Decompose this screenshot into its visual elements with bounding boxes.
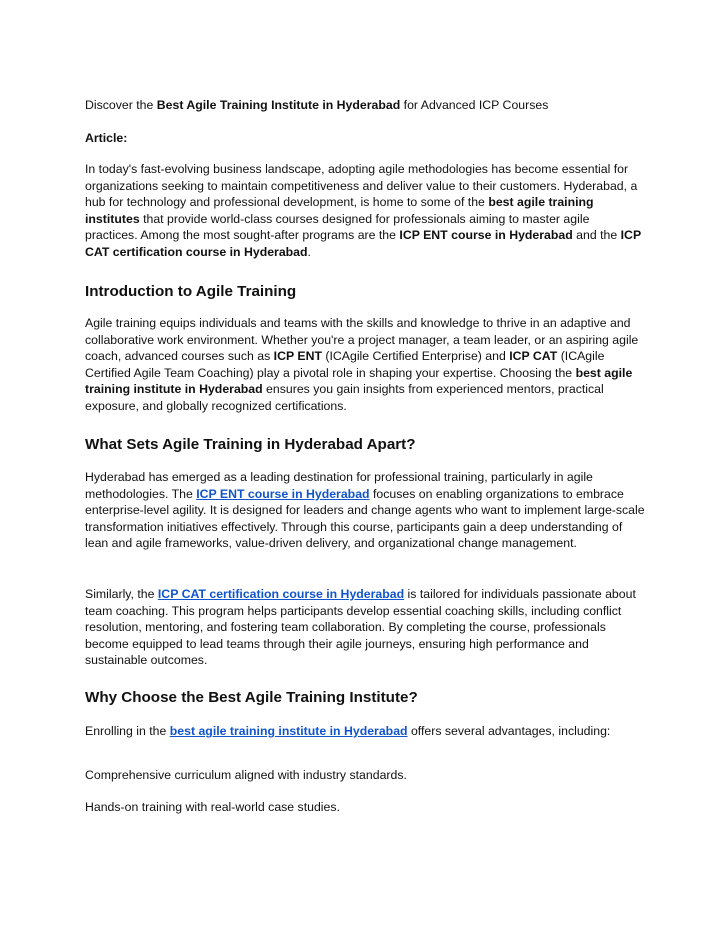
intro-bold: Best Agile Training Institute in Hyderabad [156,98,401,112]
paragraph-icp-cat: Similarly, the ICP CAT certification course in Hyderabad is tailored for individuals passionate about team coaching. This program helps participants develop essential coaching skills, including conflict resolution, mentoring, and fostering team collaboration. By completing the course, professionals become equipped to lead teams through their agile journeys, ensuring high performance and sustainable outcomes. [85,587,636,668]
icp-cat-course-link[interactable]: ICP CAT certification course in Hyderabad [157,587,405,601]
paragraph-hyderabad: Hyderabad has emerged as a leading destination for professional training, particularly in agile methodologies. The ICP ENT course in Hyderabad focuses on enabling organizations to embrace enterprise-level agility. It is designed for leaders and change agents who want to implement large-scale transformation initiatives effectively. Through this course, participants gain a deep understanding of lean and agile frameworks, value-driven delivery, and organizational change management. [85,470,645,551]
heading-what-sets-apart: What Sets Agile Training in Hyderabad Apart? [85,436,416,453]
paragraph-intro: In today's fast-evolving business landscape, adopting agile methodologies has become essential for organizations seeking to maintain competitiveness and deliver value to their customers. Hyderabad, a hub for technology and professional development, is home to some of the best agile training institutes that provide world-class courses designed for professionals aiming to master agile practices. Among the most sought-after programs are the ICP ENT course in Hyderabad and the ICP CAT certification course in Hyderabad. [85,162,641,259]
intro-line: Discover the Best Agile Training Institute in Hyderabad for Advanced ICP Courses [85,98,549,112]
icp-ent-course-link[interactable]: ICP ENT course in Hyderabad [196,486,370,501]
best-agile-institute-link[interactable]: best agile training institute in Hyderabad [169,724,408,738]
paragraph-enrolling: Enrolling in the best agile training institute in Hyderabad offers several advantages, including: [85,724,611,738]
paragraph-agile-training: Agile training equips individuals and teams with the skills and knowledge to thrive in an adaptive and collaborative work environment. Whether you're a project manager, a team leader, or an aspiring agile coach, advanced courses such as ICP ENT (ICAgile Certified Enterprise) and ICP CAT (ICAgile Certified Agile Team Coaching) play a pivotal role in shaping your expertise. Choosing the best agile training institute in Hyderabad ensures you gain insights from experienced mentors, practical exposure, and globally recognized certifications. [85,316,639,413]
article-label: Article: [85,131,128,145]
heading-introduction: Introduction to Agile Training [85,283,297,300]
heading-why-choose: Why Choose the Best Agile Training Institute? [85,689,418,706]
list-item-curriculum: Comprehensive curriculum aligned with industry standards. [85,768,407,782]
list-item-hands-on: Hands-on training with real-world case studies. [85,800,340,814]
